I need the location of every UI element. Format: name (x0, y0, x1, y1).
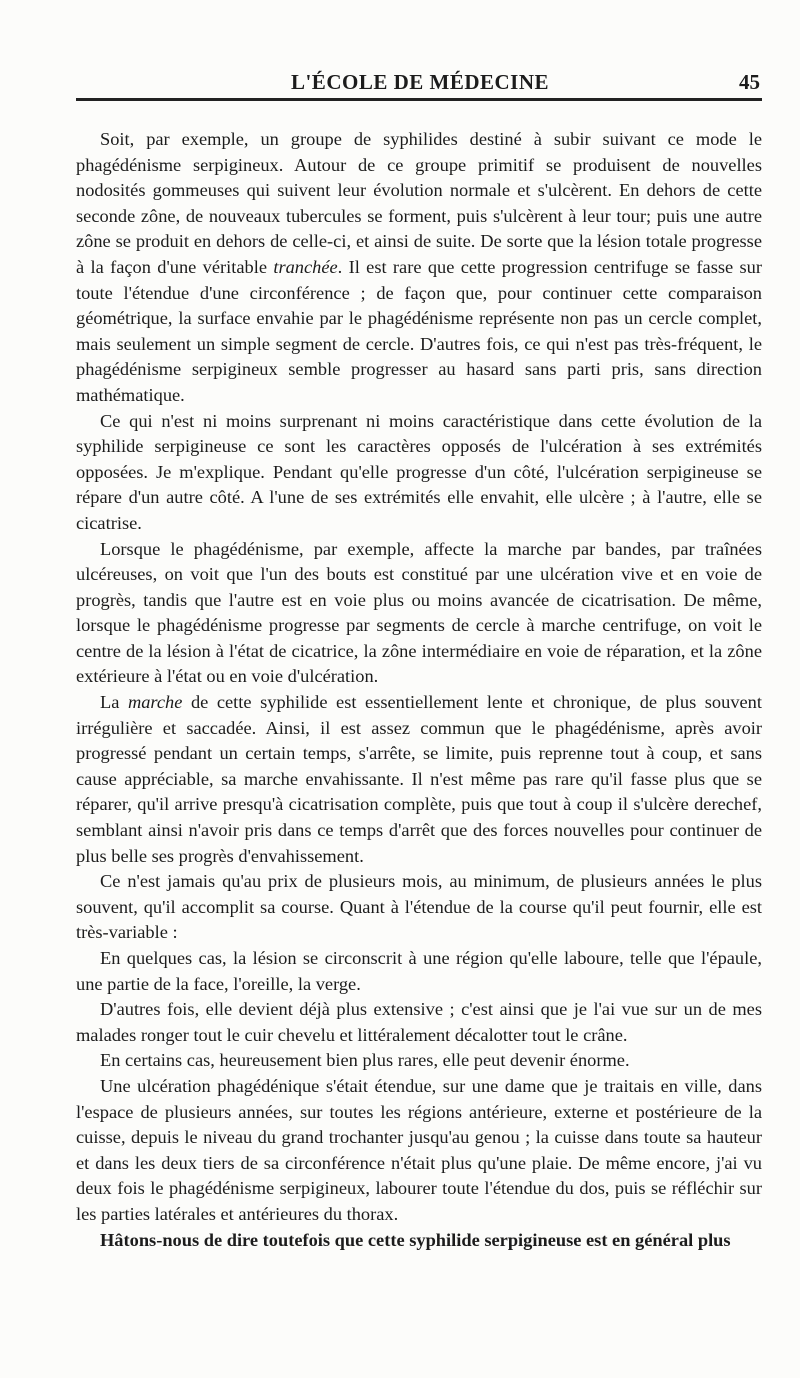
text-run: D'autres fois, elle devient déjà plus extensive ; c'est ainsi que je l'ai vue sur un de mes malades ronger tout le cuir chevelu et littéralement décalotter tout le crâne. (76, 999, 762, 1045)
paragraph (76, 690, 762, 869)
text-run: Une ulcération phagédénique s'était étendue, sur une dame que je traitais en ville, dans l'espace de plusieurs années, sur toutes les régions antérieure, externe et postérieure de la cuisse, depuis le niveau du grand trochanter jusqu'au genou ; la cuisse dans toute sa hauteur et dans les deux tiers de sa circonférence n'était plus qu'une plaie. De même encore, j'ai vu deux fois le phagédénisme serpigineux, labourer toute l'étendue du dos, puis se réfléchir sur les parties latérales et antérieures du thorax. (76, 1075, 762, 1224)
paragraph (76, 1228, 762, 1254)
text-run: Ce n'est jamais qu'au prix de plusieurs mois, au minimum, de plusieurs années le plus souvent, qu'il accomplit sa course. Quant à l'étendue de la course qu'il peut fournir, elle est très-variable : (76, 871, 762, 943)
paragraph (76, 946, 762, 997)
paragraph (76, 1048, 762, 1074)
text-run: Hâtons-nous de dire toutefois que cette syphilide serpigineuse est en général plus (100, 1229, 731, 1250)
paragraph (76, 537, 762, 691)
text-run: En quelques cas, la lésion se circonscrit à une région qu'elle laboure, telle que l'épaule, une partie de la face, l'oreille, la verge. (76, 948, 762, 994)
paragraph (76, 409, 762, 537)
paragraph (76, 127, 762, 409)
text-run: . Il est rare que cette progression centrifuge se fasse sur toute l'étendue d'une circonférence ; de façon que, pour continuer cette comparaison géométrique, la surface envahie par le phagédénisme représente non pas un cercle complet, mais seulement un simple segment de cercle. D'autres fois, ce qui n'est pas très-fréquent, le phagédénisme serpigineux semble progresser au hasard sans parti pris, sans direction mathématique. (76, 256, 762, 405)
text-run: Lorsque le phagédénisme, par exemple, affecte la marche par bandes, par traînées ulcéreuses, on voit que l'un des bouts est constitué par une ulcération vive et en voie de progrès, tandis que l'autre est en voie plus ou moins avancée de cicatrisation. De même, lorsque le phagédénisme progresse par segments de cercle à marche centrifuge, on voit le centre de la lésion à l'état de cicatrice, la zône intermédiaire en voie de réparation, et la zône extérieure à l'état ou en voie d'ulcération. (76, 538, 762, 687)
running-head (80, 64, 760, 100)
page-number: 45 (739, 70, 760, 94)
paragraph (76, 1074, 762, 1228)
text-run: La (100, 692, 128, 713)
text-run: En certains cas, heureusement bien plus rares, elle peut devenir énorme. (100, 1050, 630, 1071)
paragraph (76, 997, 762, 1048)
paragraph (76, 869, 762, 946)
running-title: L'ÉCOLE DE MÉDECINE (290, 70, 550, 94)
italic-term: tranchée (273, 256, 338, 277)
body-text (76, 127, 762, 1253)
italic-term: marche (127, 692, 183, 713)
text-run: Soit, par exemple, un groupe de syphilides destiné à subir suivant ce mode le phagédénisme serpigineux. Autour de ce groupe primitif se produisent de nouvelles nodosités gommeuses qui suivent leur évolution normale et s'ulcèrent. En dehors de cette seconde zône, de nouveaux tubercules se forment, puis s'ulcèrent à leur tour; puis une autre zône se produit en dehors de celle-ci, et ainsi de suite. De sorte que la lésion totale progresse à la façon d'une véritable (76, 129, 762, 277)
text-run: de cette syphilide est essentiellement lente et chronique, de plus souvent irrégulière et saccadée. Ainsi, il est assez commun que le phagédénisme, après avoir progressé pendant un certain temps, s'arrête, se limite, puis reprenne tout à coup, et sans cause appréciable, sa marche envahissante. Il n'est même pas rare qu'il fasse plus que se réparer, qu'il arrive presqu'à cicatrisation complète, puis que tout à coup il s'ulcère derechef, semblant ainsi n'avoir pris dans ce temps d'arrêt que des forces nouvelles pour continuer de plus belle ses progrès d'envahissement. (76, 692, 762, 866)
header-rule (76, 98, 762, 101)
text-run: Ce qui n'est ni moins surprenant ni moins caractéristique dans cette évolution de la syphilide serpigineuse ce sont les caractères opposés de l'ulcération à ses extrémités opposées. Je m'explique. Pendant qu'elle progresse d'un côté, l'ulcération serpigineuse se répare d'un autre côté. A l'une de ses extrémités elle envahit, elle ulcère ; à l'autre, elle se cicatrise. (76, 410, 762, 533)
